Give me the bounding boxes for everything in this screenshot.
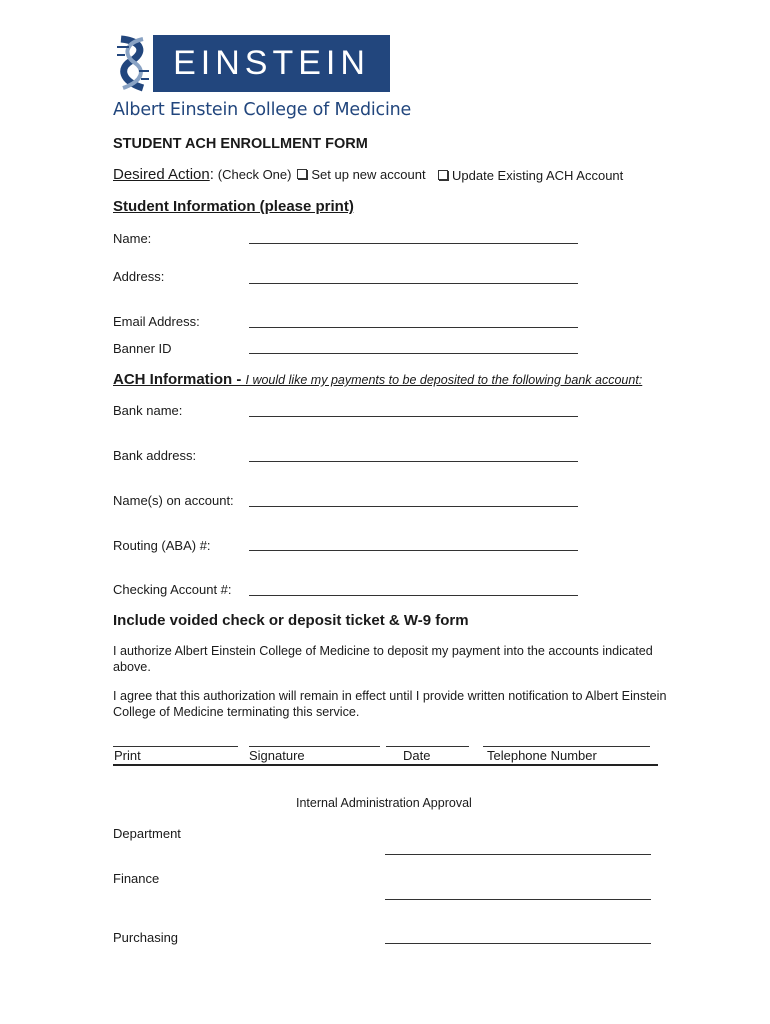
name-label: Name: (113, 231, 152, 246)
address-label: Address: (113, 269, 165, 284)
department-label: Department (113, 826, 181, 841)
routing-label: Routing (ABA) #: (113, 538, 211, 553)
date-label: Date (403, 748, 431, 763)
telephone-field[interactable] (483, 746, 650, 747)
finance-label: Finance (113, 871, 160, 886)
college-logo-icon (113, 35, 153, 92)
date-field[interactable] (386, 746, 469, 747)
names-on-account-label: Name(s) on account: (113, 493, 234, 508)
authorization-text: I authorize Albert Einstein College of Medicine to deposit my payment into the accounts indicated above. (113, 644, 653, 674)
print-field[interactable] (113, 746, 238, 747)
form-title: STUDENT ACH ENROLLMENT FORM (113, 136, 368, 152)
finance-approval-field[interactable] (385, 899, 651, 900)
routing-field[interactable] (249, 550, 578, 551)
checking-account-field[interactable] (249, 595, 578, 596)
purchasing-approval-field[interactable] (385, 943, 651, 944)
ach-info-heading (113, 371, 642, 388)
telephone-label: Telephone Number (487, 748, 597, 763)
department-approval-field[interactable] (385, 854, 651, 855)
agreement-text: I agree that this authorization will remain in effect until I provide written notification to Albert Einstein College of Medicine terminating this service. (113, 689, 667, 719)
checking-account-label: Checking Account #: (113, 582, 232, 597)
bank-name-field[interactable] (249, 416, 578, 417)
check-one-instruction: (Check One) (217, 167, 292, 182)
banner-id-label: Banner ID (113, 341, 172, 356)
signature-label: Signature (249, 748, 305, 763)
update-account-label: Update Existing ACH Account (452, 168, 624, 183)
setup-new-account-checkbox[interactable] (297, 169, 307, 179)
purchasing-label: Purchasing (113, 930, 179, 945)
student-info-heading: Student Information (please print) (113, 198, 354, 215)
college-name: Albert Einstein College of Medicine (113, 100, 412, 120)
ach-info-subtext: I would like my payments to be deposited to the following bank account: (245, 373, 643, 387)
signature-divider (113, 764, 658, 766)
name-field[interactable] (249, 243, 578, 244)
bank-address-field[interactable] (249, 461, 578, 462)
logo-wordmark: EINSTEIN (153, 35, 390, 92)
banner-id-field[interactable] (249, 353, 578, 354)
email-label: Email Address: (113, 314, 200, 329)
desired-action-row (113, 166, 426, 183)
setup-new-account-label: Set up new account (311, 167, 426, 182)
desired-action-label: Desired Action (113, 166, 210, 183)
print-label: Print (114, 748, 141, 763)
admin-approval-title: Internal Administration Approval (296, 796, 472, 810)
address-field[interactable] (249, 283, 578, 284)
attachments-heading: Include voided check or deposit ticket & W-9 form (113, 612, 469, 629)
bank-address-label: Bank address: (113, 448, 197, 463)
signature-field[interactable] (249, 746, 380, 747)
bank-name-label: Bank name: (113, 403, 183, 418)
desired-action-colon: : (209, 166, 214, 183)
names-on-account-field[interactable] (249, 506, 578, 507)
update-account-checkbox[interactable] (438, 170, 448, 180)
email-field[interactable] (249, 327, 578, 328)
ach-info-title: ACH Information - (113, 371, 246, 388)
update-option (436, 168, 623, 183)
